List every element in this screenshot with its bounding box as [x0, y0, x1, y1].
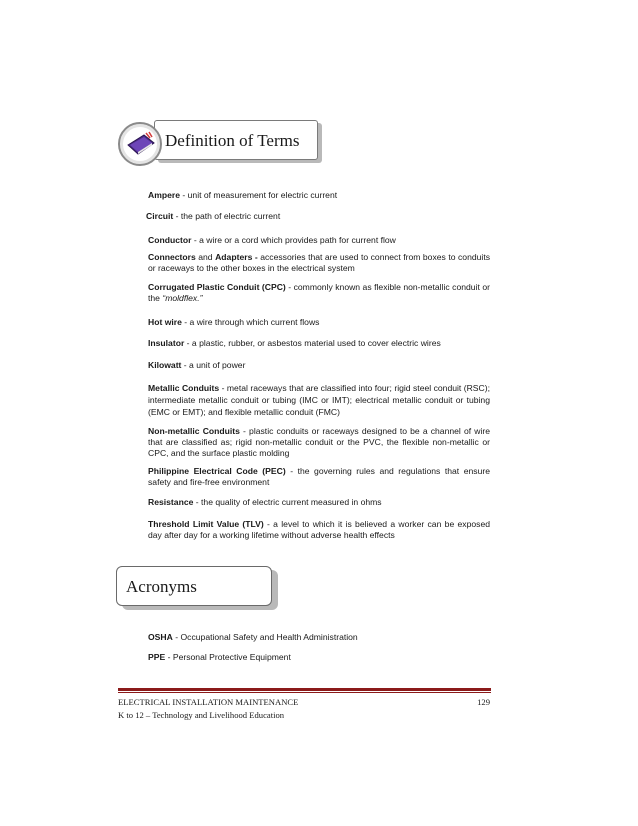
definition-item: Conductor - a wire or a cord which provides path for current flow [148, 235, 396, 245]
definition-item: Kilowatt - a unit of power [148, 360, 246, 370]
footer-course-title: ELECTRICAL INSTALLATION MAINTENANCE [118, 697, 299, 707]
definition-item: Resistance - the quality of electric current measured in ohms [148, 497, 382, 507]
acronym-item: PPE - Personal Protective Equipment [148, 652, 291, 662]
definition-item: Corrugated Plastic Conduit (CPC) - commonly known as flexible non-metallic conduit or the “moldflex.” [148, 282, 490, 303]
definition-item: Circuit - the path of electric current [146, 211, 281, 221]
footer-rule [118, 688, 491, 691]
definition-item: Ampere - unit of measurement for electric current [148, 190, 338, 200]
definition-item: Hot wire - a wire through which current flows [148, 317, 320, 327]
definition-item: Threshold Limit Value (TLV) - a level to which it is believed a worker can be exposed day after day for a working lifetime without adverse health effects [148, 519, 491, 540]
definition-item: Insulator - a plastic, rubber, or asbestos material used to cover electric wires [148, 338, 441, 348]
footer-rule-thin [118, 692, 491, 693]
definition-item: Non-metallic Conduits - plastic conduits or raceways designed to be a channel of wire that are classified as; rigid non-metallic conduit or the PVC, the flexible non-metallic or CPC, and the surface plastic molding [148, 426, 490, 458]
book-badge [118, 122, 162, 166]
footer-program: K to 12 – Technology and Livelihood Education [118, 710, 285, 720]
definition-item: Connectors and Adapters - accessories that are used to connect from boxes to conduits or raceways to the other boxes in the electrical system [148, 252, 490, 273]
footer-text [118, 696, 298, 722]
page-number: 129 [477, 697, 490, 707]
section-title-definitions: Definition of Terms [154, 120, 318, 160]
book-icon [126, 131, 156, 157]
definitions-section-header [118, 120, 324, 166]
definition-item: Philippine Electrical Code (PEC) - the governing rules and regulations that ensure safety and fire-free environment [148, 466, 490, 487]
acronyms-section-header [116, 566, 280, 610]
definition-item: Metallic Conduits - metal raceways that are classified into four; rigid steel conduit (RSC); intermediate metallic conduit or tubing (IMC or IMT); electrical metallic conduit or tubing (EMC or EMT); and flexible metallic conduit (FMC) [148, 383, 490, 417]
acronym-item: OSHA - Occupational Safety and Health Administration [148, 632, 358, 642]
section-title-acronyms: Acronyms [116, 566, 272, 606]
